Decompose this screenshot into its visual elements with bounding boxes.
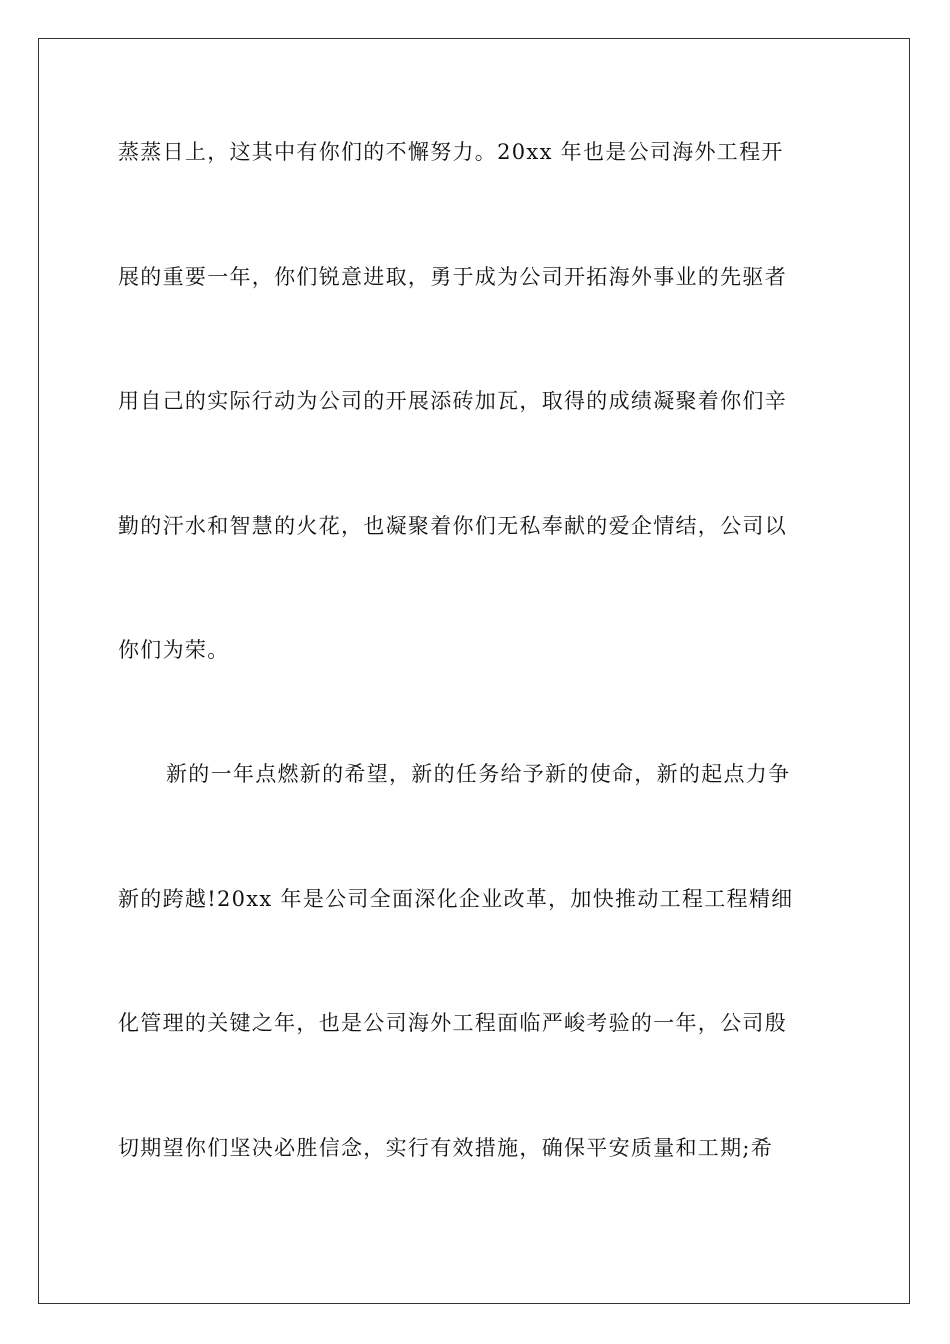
paragraph-2-first-line: 新的一年点燃新的希望，新的任务给予新的使命，新的起点力争 [166,762,791,786]
document-page [38,38,910,1304]
text-line-7: 新的跨越!20xx 年是公司全面深化企业改革，加快推动工程工程精细 [118,887,794,911]
text-line-4: 勤的汗水和智慧的火花，也凝聚着你们无私奉献的爱企情结，公司以 [118,514,787,538]
text-line-5: 你们为荣。 [118,638,230,662]
text-line-3: 用自己的实际行动为公司的开展添砖加瓦，取得的成绩凝聚着你们辛 [118,389,787,413]
text-line-2: 展的重要一年，你们锐意进取，勇于成为公司开拓海外事业的先驱者 [118,265,787,289]
text-line-1: 蒸蒸日上，这其中有你们的不懈努力。20xx 年也是公司海外工程开 [118,140,784,164]
text-line-8: 化管理的关键之年，也是公司海外工程面临严峻考验的一年，公司殷 [118,1011,787,1035]
text-line-9: 切期望你们坚决必胜信念，实行有效措施，确保平安质量和工期;希 [118,1136,774,1160]
